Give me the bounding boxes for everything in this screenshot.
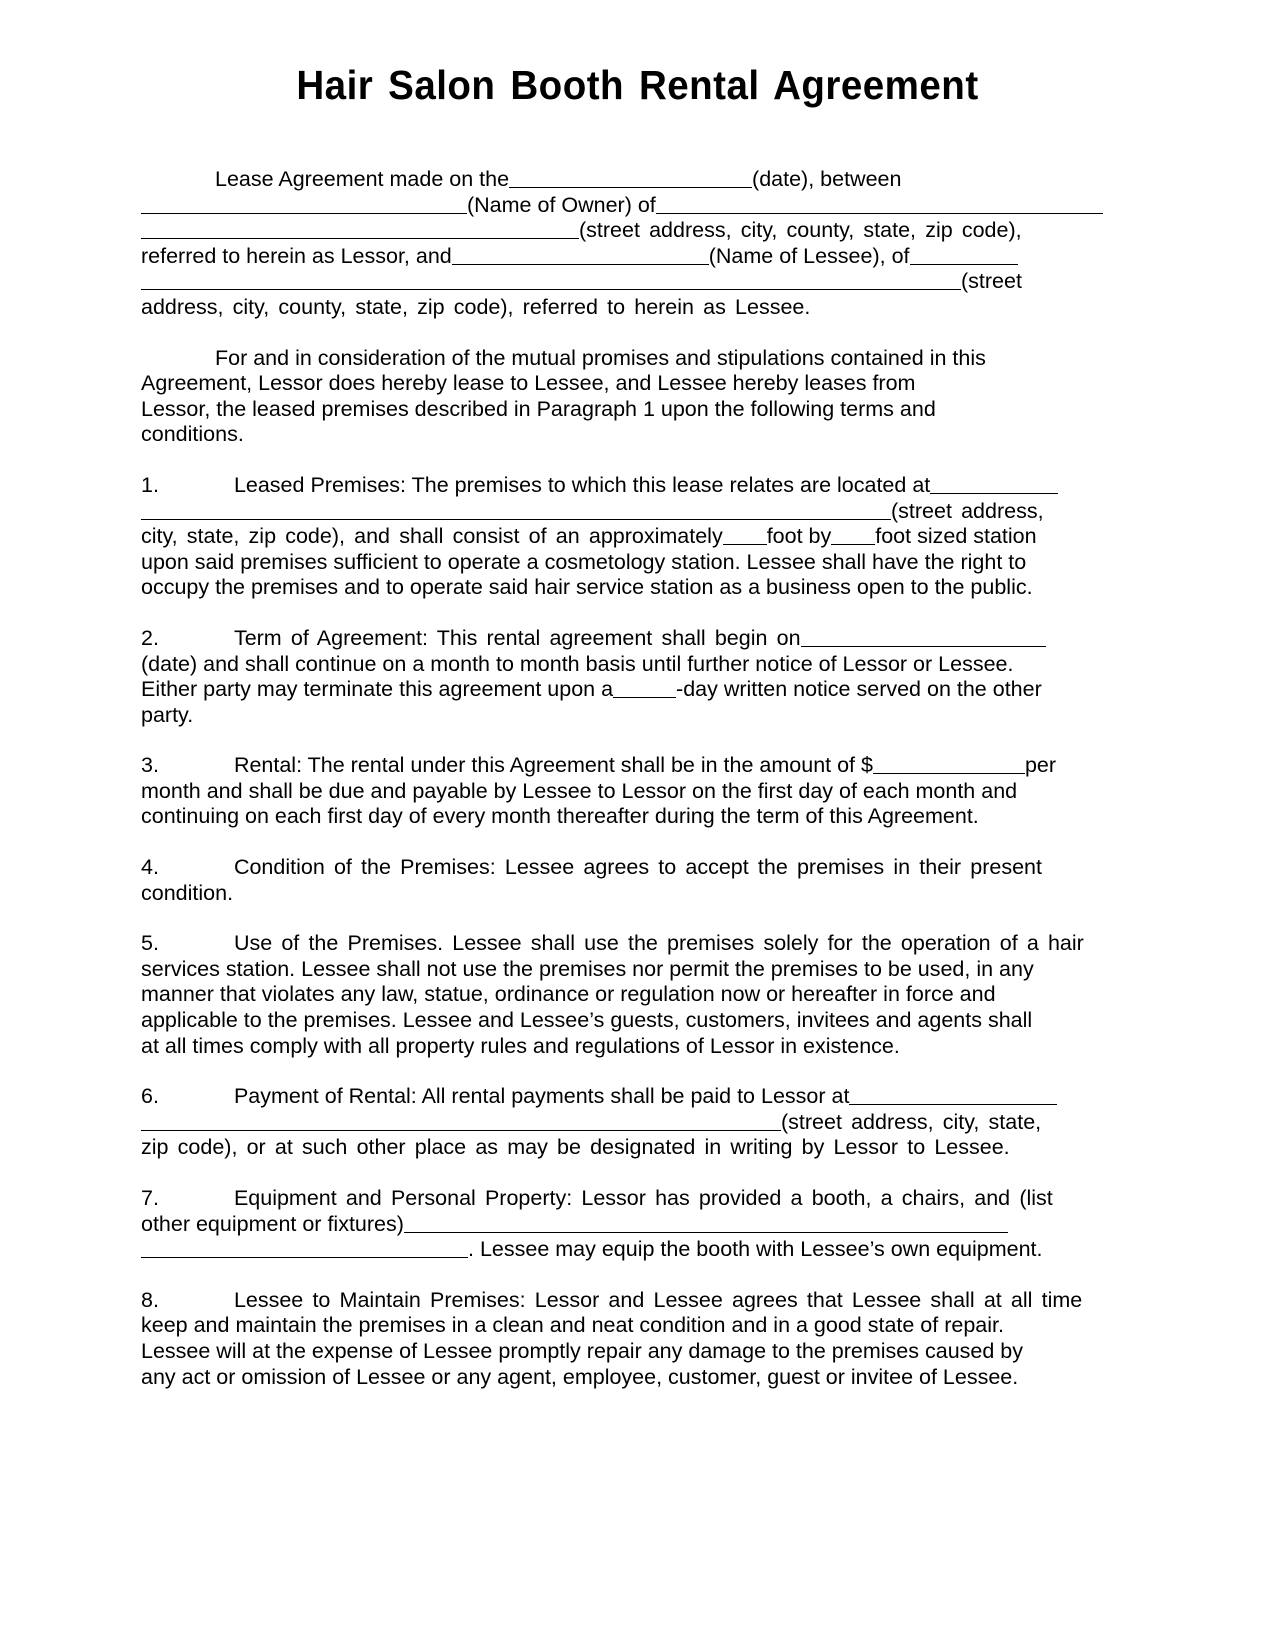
section-3-line-3: continuing on each first day of every month thereafter during the term of this Agreement. (141, 804, 979, 829)
preamble-lessee-address-label: address, city, county, state, zip code), referred to herein as Lessee. (141, 294, 811, 319)
section-7-line-3: . Lessee may equip the booth with Lessee’s own equipment. (468, 1237, 1043, 1262)
consideration-line-3: Lessor, the leased premises described in Paragraph 1 upon the following terms and (141, 396, 936, 421)
station-length-blank[interactable] (831, 525, 875, 545)
section-2-line-2: (date) and shall continue on a month to month basis until further notice of Lessor or Lessee. (141, 651, 1014, 676)
lessee-address-blank-2[interactable] (141, 270, 961, 290)
section-6-line-3: zip code), or at such other place as may be designated in writing by Lessor to Lessee. (141, 1135, 1010, 1160)
section-4-line-1: Condition of the Premises: Lessee agrees to accept the premises in their present (233, 855, 1042, 880)
section-4 (141, 855, 1149, 906)
premises-address-blank-1[interactable] (930, 474, 1058, 494)
consideration-line-2: Agreement, Lessor does hereby lease to Lessee, and Lessee hereby leases from (141, 371, 916, 396)
section-7-line-1: Equipment and Personal Property: Lessor has provided a booth, a chairs, and (list (233, 1186, 1053, 1210)
preamble-lessor-text: referred to herein as Lessor, and (141, 243, 452, 268)
preamble-line1-text: Lease Agreement made on the (215, 167, 510, 191)
section-6-number: 6. (141, 1084, 159, 1109)
section-7-number: 7. (141, 1186, 159, 1210)
section-7-line-2: other equipment or fixtures) (141, 1211, 404, 1236)
section-1-line-5: occupy the premises and to operate said hair service station as a business open to the public. (141, 575, 1033, 600)
section-1-line-1: Leased Premises: The premises to which this lease relates are located at (233, 472, 931, 497)
section-2 (141, 626, 1149, 728)
section-4-number: 4. (141, 855, 159, 880)
document-body (0, 109, 1275, 1390)
section-1-line-3: city, state, zip code), and shall consist of an approximately (141, 524, 723, 549)
section-2-number: 2. (141, 625, 159, 650)
section-2-line-1: Term of Agreement: This rental agreement shall begin on (233, 625, 801, 650)
section-1-line-2: (street address, (891, 498, 1044, 523)
equipment-list-blank-2[interactable] (141, 1238, 468, 1258)
premises-address-blank-2[interactable] (141, 500, 891, 520)
section-3-line-1: Rental: The rental under this Agreement shall be in the amount of $ (233, 753, 873, 778)
payment-address-blank-1[interactable] (849, 1085, 1057, 1105)
term-begin-date-blank[interactable] (801, 627, 1046, 647)
owner-name-blank[interactable] (141, 194, 467, 214)
section-5 (141, 931, 1149, 1059)
consideration-paragraph (141, 346, 1149, 448)
section-6-line-2: (street address, city, state, (781, 1109, 1042, 1134)
section-8-line-2: keep and maintain the premises in a clean and neat condition and in a good state of repair. (141, 1313, 1004, 1338)
date-blank[interactable] (509, 168, 752, 188)
section-3 (141, 753, 1149, 830)
lessee-address-blank-1[interactable] (910, 245, 1018, 265)
section-8-line-3: Lessee will at the expense of Lessee promptly repair any damage to the premises caused by (141, 1338, 1023, 1363)
equipment-list-blank-1[interactable] (404, 1213, 1008, 1233)
preamble-paragraph (141, 167, 1149, 321)
section-8-number: 8. (141, 1287, 159, 1312)
section-5-number: 5. (141, 931, 159, 956)
section-8-line-4: any act or omission of Lessee or any agent, employee, customer, guest or invitee of Lessee. (141, 1364, 1019, 1389)
preamble-street-label: (street (961, 269, 1022, 294)
section-8 (141, 1288, 1149, 1390)
section-1 (141, 473, 1149, 601)
preamble-owner-label: (Name of Owner) of (467, 192, 656, 217)
station-width-blank[interactable] (723, 525, 767, 545)
section-1-footsized: foot sized station (875, 524, 1037, 549)
payment-address-blank-2[interactable] (141, 1111, 781, 1131)
section-5-line-2: services station. Lessee shall not use the premises nor permit the premises to be used, in any (141, 956, 1034, 981)
section-3-number: 3. (141, 753, 159, 778)
section-5-line-3: manner that violates any law, statue, ordinance or regulation now or hereafter in force and (141, 982, 996, 1007)
section-5-line-4: applicable to the premises. Lessee and Lessee’s guests, customers, invitees and agents shall (141, 1008, 1033, 1033)
owner-address-blank-2[interactable] (141, 219, 579, 239)
section-4-line-2: condition. (141, 880, 234, 905)
section-1-footby: foot by (766, 524, 832, 549)
notice-days-blank[interactable] (613, 678, 676, 698)
preamble-owner-address-label: (street address, city, county, state, zip code), (579, 218, 1022, 243)
section-5-line-5: at all times comply with all property rules and regulations of Lessor in existence. (141, 1033, 900, 1058)
owner-address-blank-1[interactable] (656, 194, 1103, 214)
consideration-line-4: conditions. (141, 422, 244, 447)
section-2-line-3: Either party may terminate this agreement upon a (141, 677, 614, 702)
section-6-line-1: Payment of Rental: All rental payments shall be paid to Lessor at (233, 1084, 850, 1109)
section-5-line-1: Use of the Premises. Lessee shall use the premises solely for the operation of a hair (233, 931, 1084, 956)
section-1-number: 1. (141, 472, 159, 497)
section-3-line-2: month and shall be due and payable by Lessee to Lessor on the first day of each month and (141, 778, 1018, 803)
consideration-line-1: For and in consideration of the mutual promises and stipulations contained in this (215, 345, 986, 370)
lessee-name-blank[interactable] (452, 245, 709, 265)
section-8-line-1: Lessee to Maintain Premises: Lessor and Lessee agrees that Lessee shall at all time (233, 1287, 1083, 1312)
section-6 (141, 1084, 1149, 1161)
section-2-line-4: party. (141, 702, 194, 727)
section-1-line-4: upon said premises sufficient to operate a cosmetology station. Lessee shall have the right to (141, 549, 1027, 574)
section-3-per: per (1024, 753, 1057, 778)
preamble-lessee-label: (Name of Lessee), of (708, 243, 910, 268)
rental-amount-blank[interactable] (873, 754, 1025, 774)
preamble-date-label: (date), between (752, 167, 902, 191)
section-7 (141, 1186, 1149, 1263)
section-2-line-3b: -day written notice served on the other (676, 677, 1042, 702)
page-title: Hair Salon Booth Rental Agreement (296, 62, 979, 108)
